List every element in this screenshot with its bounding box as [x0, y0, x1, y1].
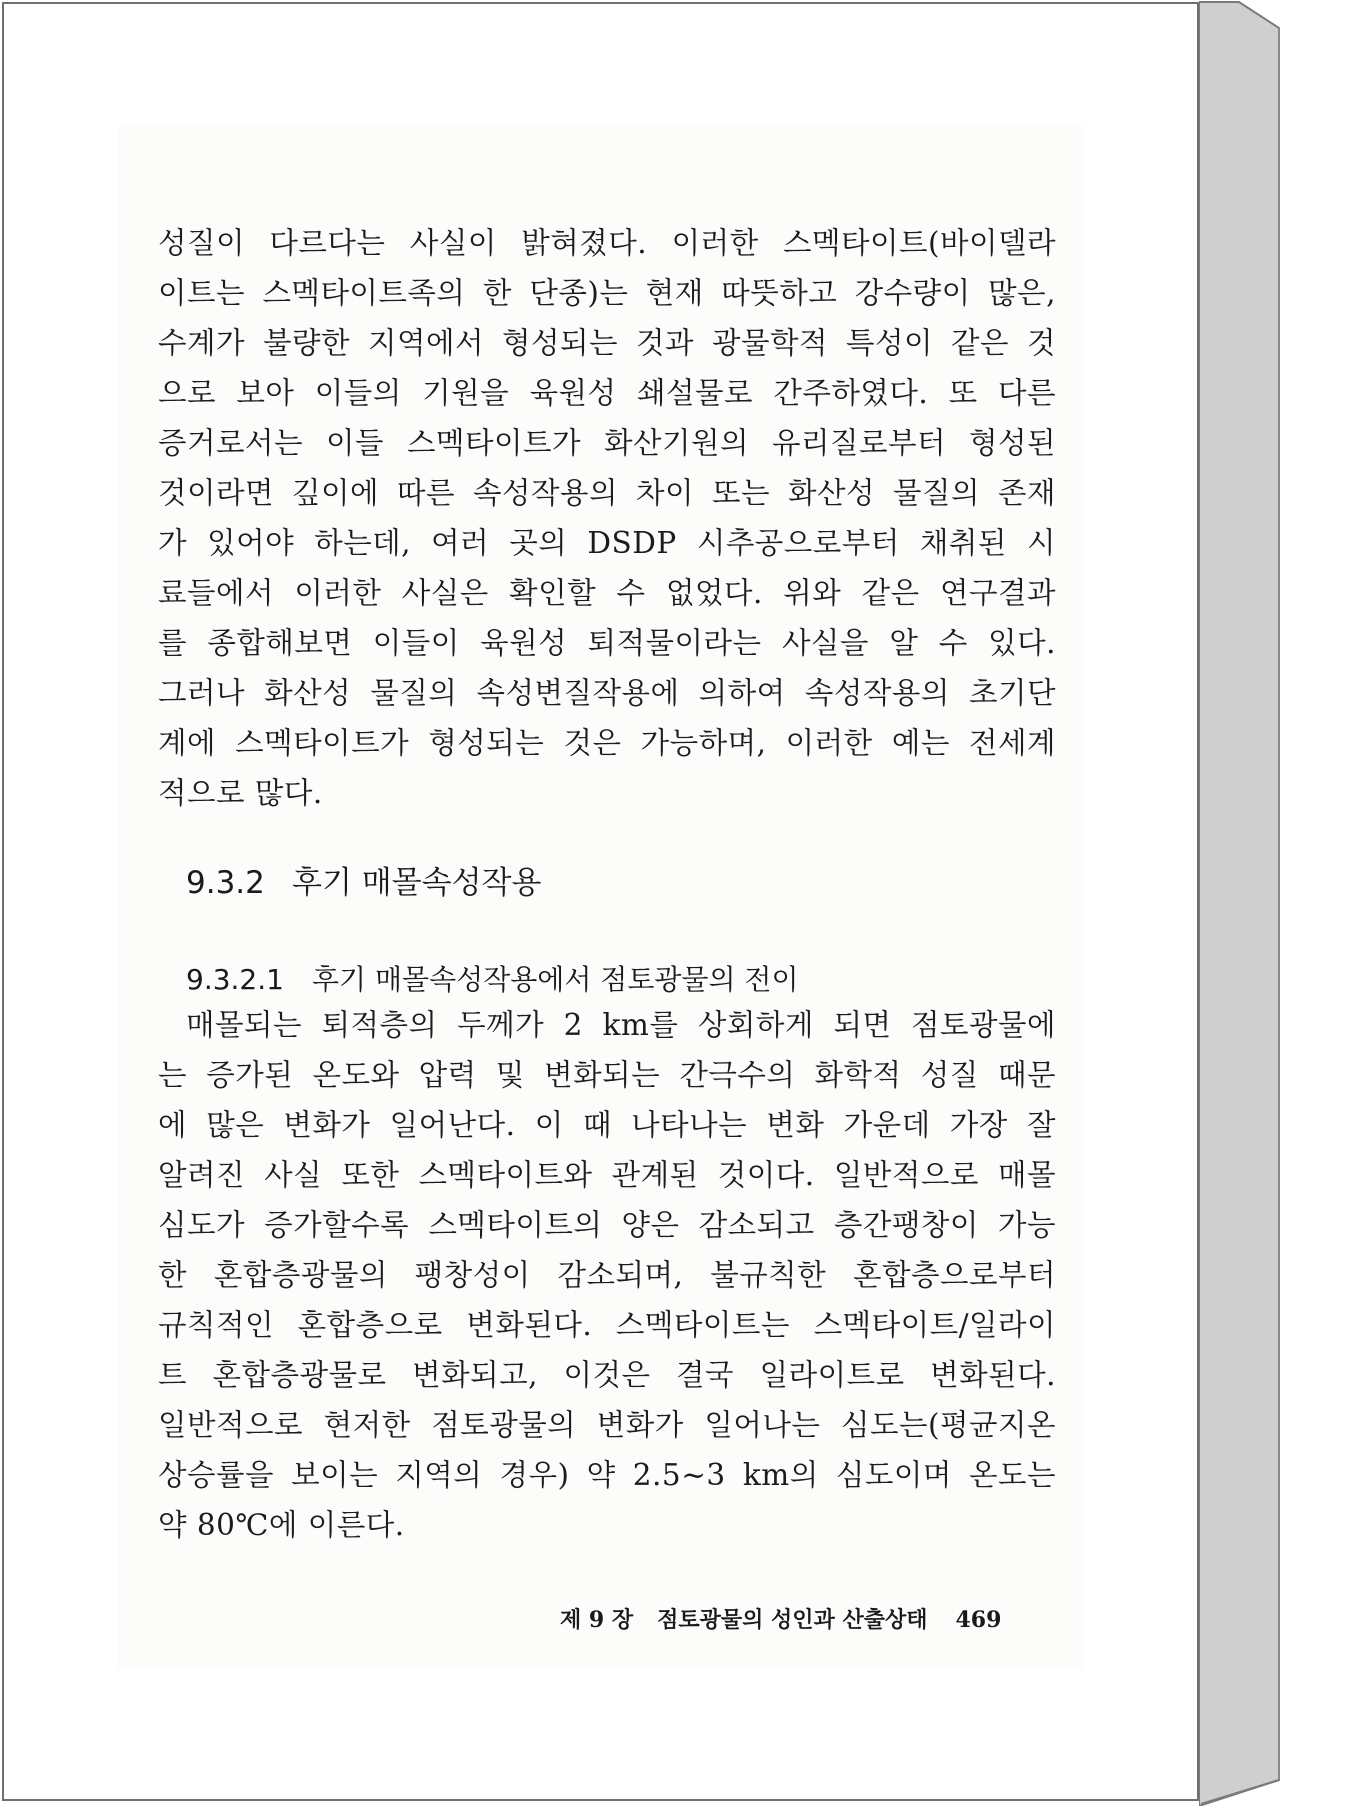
- text-line: 적으로 많다.: [158, 776, 323, 810]
- subsection-heading: [186, 955, 799, 1005]
- text-line: 약 80℃에 이른다.: [158, 1508, 405, 1542]
- book-page-edge: [1199, 0, 1357, 1806]
- page-number: 469: [955, 1607, 1002, 1633]
- text-line: 일반적으로 현저한 점토광물의 변화가 일어나는 심도는(평균지온: [158, 1408, 1056, 1442]
- paragraph-continued: [158, 218, 1056, 818]
- text-line: 이트는 스멕타이트족의 한 단종)는 현재 따뜻하고 강수량이 많은,: [158, 276, 1056, 310]
- text-line: 에 많은 변화가 일어난다. 이 때 나타나는 변화 가운데 가장 잘: [158, 1108, 1056, 1142]
- text-line: 것이라면 깊이에 따른 속성작용의 차이 또는 화산성 물질의 존재: [158, 476, 1056, 510]
- text-line: 성질이 다르다는 사실이 밝혀졌다. 이러한 스멕타이트(바이델라: [158, 226, 1056, 260]
- text-line: 규칙적인 혼합층으로 변화된다. 스멕타이트는 스멕타이트/일라이: [158, 1308, 1056, 1342]
- text-line: 으로 보아 이들의 기원을 육원성 쇄설물로 간주하였다. 또 다른: [158, 376, 1056, 410]
- subsection-title: 후기 매몰속성작용에서 점토광물의 전이: [312, 963, 799, 996]
- text-line: 상승률을 보이는 지역의 경우) 약 2.5∼3 km의 심도이며 온도는: [158, 1458, 1056, 1492]
- text-line: 수계가 불량한 지역에서 형성되는 것과 광물학적 특성이 같은 것: [158, 326, 1056, 360]
- text-line: 증거로서는 이들 스멕타이트가 화산기원의 유리질로부터 형성된: [158, 426, 1056, 460]
- text-line: 알려진 사실 또한 스멕타이트와 관계된 것이다. 일반적으로 매몰: [158, 1158, 1056, 1192]
- section-heading: [186, 858, 541, 908]
- footer-chapter-title: 점토광물의 성인과 산출상태: [657, 1607, 928, 1633]
- running-footer: [560, 1600, 1001, 1640]
- text-line: 를 종합해보면 이들이 육원성 퇴적물이라는 사실을 알 수 있다.: [158, 626, 1056, 660]
- text-line: 트 혼합층광물로 변화되고, 이것은 결국 일라이트로 변화된다.: [158, 1358, 1056, 1392]
- text-line: 그러나 화산성 물질의 속성변질작용에 의하여 속성작용의 초기단: [158, 676, 1056, 710]
- text-line: 매몰되는 퇴적층의 두께가 2 km를 상회하게 되면 점토광물에: [186, 1008, 1056, 1042]
- text-line: 심도가 증가할수록 스멕타이트의 양은 감소되고 층간팽창이 가능: [158, 1208, 1056, 1242]
- section-number: 9.3.2: [186, 865, 265, 901]
- text-line: 계에 스멕타이트가 형성되는 것은 가능하며, 이러한 예는 전세계: [158, 726, 1056, 760]
- paragraph-body: [158, 1000, 1056, 1550]
- text-line: 는 증가된 온도와 압력 및 변화되는 간극수의 화학적 성질 때문: [158, 1058, 1056, 1092]
- footer-chapter: 제 9 장: [560, 1607, 634, 1633]
- text-line: 한 혼합층광물의 팽창성이 감소되며, 불규칙한 혼합층으로부터: [158, 1258, 1056, 1292]
- subsection-number: 9.3.2.1: [186, 963, 284, 996]
- text-line: 가 있어야 하는데, 여러 곳의 DSDP 시추공으로부터 채취된 시: [158, 526, 1056, 560]
- section-title: 후기 매몰속성작용: [292, 865, 542, 901]
- text-line: 료들에서 이러한 사실은 확인할 수 없었다. 위와 같은 연구결과: [158, 576, 1056, 610]
